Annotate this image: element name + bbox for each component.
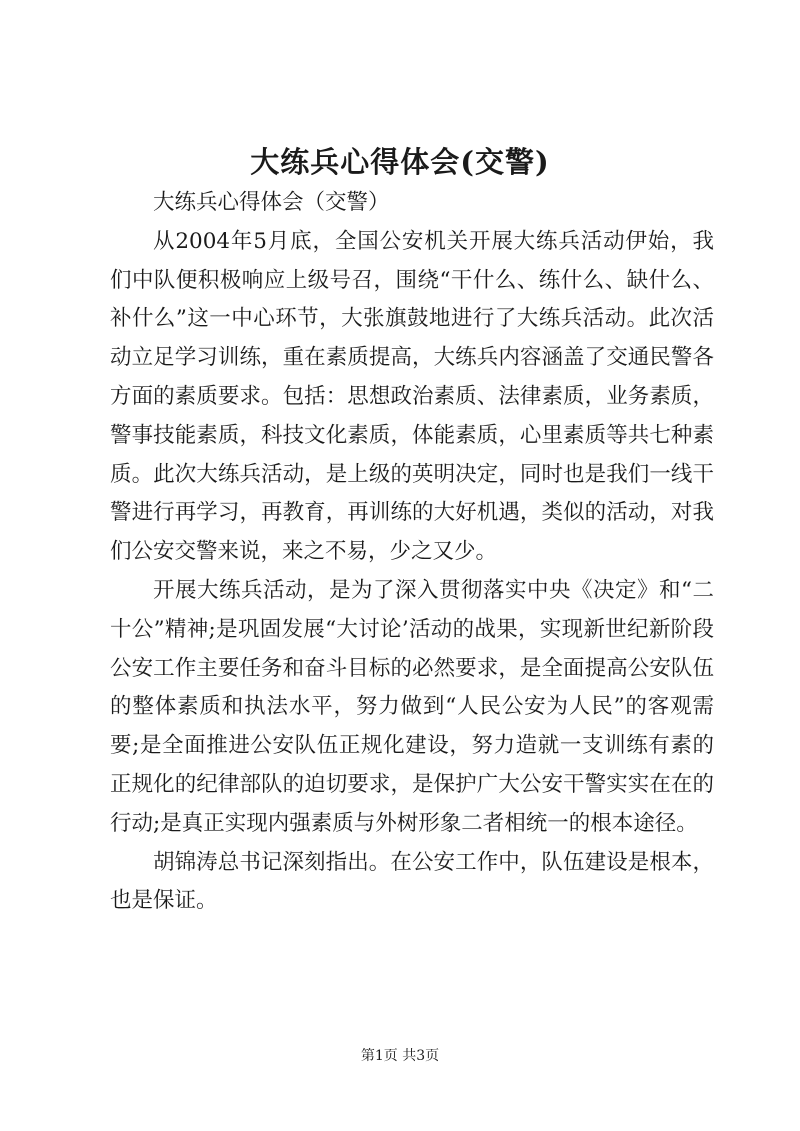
paragraph-3: 胡锦涛总书记深刻指出。在公安工作中，队伍建设是根本，也是保证。 [110, 849, 714, 914]
paragraph-subtitle: 大练兵心得体会（交警） [153, 190, 390, 215]
page-number-footer: 第1页 共3页 [360, 1048, 440, 1064]
paragraph-2: 开展大练兵活动，是为了深入贯彻落实中央《决定》和“二十公”精神;是巩固发展“大讨论’活动的战果，实现新世纪新阶段公安工作主要任务和奋斗目标的必然要求，是全面提高公安队伍的整体素质和执法水平，努力做到“人民公安为人民”的客观需要;是全面推进公安队伍正规化建设，努力造就一支训练有素的正规化的纪律部队的迫切要求，是保护广大公安干警实实在在的行动;是真正实现内强素质与外树形象二者相统一的根本途径。 [110, 577, 714, 836]
document-title: 大练兵心得体会(交警) [250, 145, 550, 179]
document-body [110, 184, 714, 921]
paragraph-1: 从2004年5月底，全国公安机关开展大练兵活动伊始，我们中队便积极响应上级号召，围绕“干什么、练什么、缺什么、补什么”这一中心环节，大张旗鼓地进行了大练兵活动。此次活动立足学习训练，重在素质提高，大练兵内容涵盖了交通民警各方面的素质要求。包括：思想政治素质、法律素质，业务素质，警事技能素质，科技文化素质，体能素质，心里素质等共七种素质。此次大练兵活动，是上级的英明决定，同时也是我们一线干警进行再学习，再教育，再训练的大好机遇，类似的活动，对我们公安交警来说，来之不易，少之又少。 [110, 228, 714, 565]
